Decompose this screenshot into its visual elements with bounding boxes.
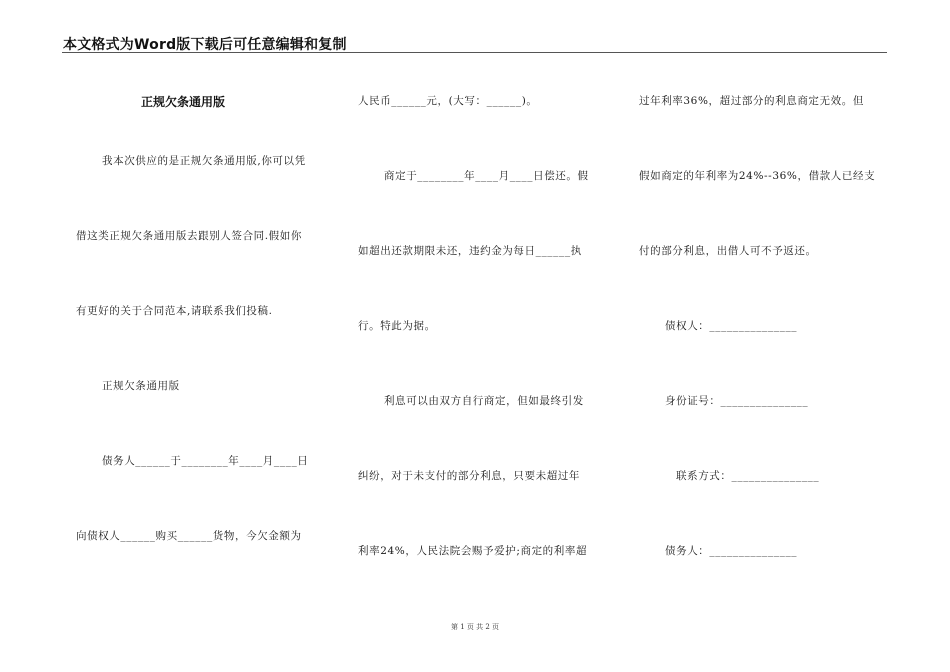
col1-line-5: 债务人______于________年____月____日: [102, 455, 309, 467]
col2-line-3: 如超出还款期限未还，违约金为每日______执: [358, 245, 582, 257]
contact-line: 联系方式：_______________: [676, 470, 820, 482]
col2-line-4: 行。特此为据。: [358, 320, 436, 332]
col1-line-6: 向债权人______购买______货物，今欠金额为: [76, 530, 302, 542]
col3-line-2: 假如商定的年利率为24%--36%，借款人已经支: [639, 170, 876, 182]
id-number-line: 身份证号：_______________: [665, 395, 809, 407]
col2-line-1: 人民币______元，(大写：______)。: [358, 95, 538, 107]
col3-line-3: 付的部分利息，出借人可不予返还。: [639, 245, 817, 257]
page-number: 第 1 页 共 2 页: [450, 623, 500, 631]
col1-line-1: 我本次供应的是正规欠条通用版,你可以凭: [102, 155, 306, 167]
col1-line-2: 借这类正规欠条通用版去跟别人签合同.假如你: [76, 230, 302, 242]
col2-line-7: 利率24%，人民法院会赐予爱护;商定的利率超: [358, 545, 588, 557]
debtor-signature-line: 债务人：_______________: [665, 545, 798, 557]
col2-line-6: 纠纷，对于未支付的部分利息，只要未超过年: [358, 470, 580, 482]
col2-line-2: 商定于________年____月____日偿还。假: [384, 170, 589, 182]
col3-line-1: 过年利率36%，超过部分的利息商定无效。但: [639, 95, 864, 107]
header-divider: [62, 52, 887, 53]
document-title: 正规欠条通用版: [141, 95, 226, 109]
col2-line-5: 利息可以由双方自行商定，但如最终引发: [384, 395, 584, 407]
document-header-title: 本文格式为Word版下载后可任意编辑和复制: [63, 37, 347, 53]
col1-line-4: 正规欠条通用版: [102, 380, 180, 392]
creditor-signature-line: 债权人：_______________: [665, 320, 798, 332]
col1-line-3: 有更好的关于合同范本,请联系我们投稿.: [76, 305, 273, 317]
